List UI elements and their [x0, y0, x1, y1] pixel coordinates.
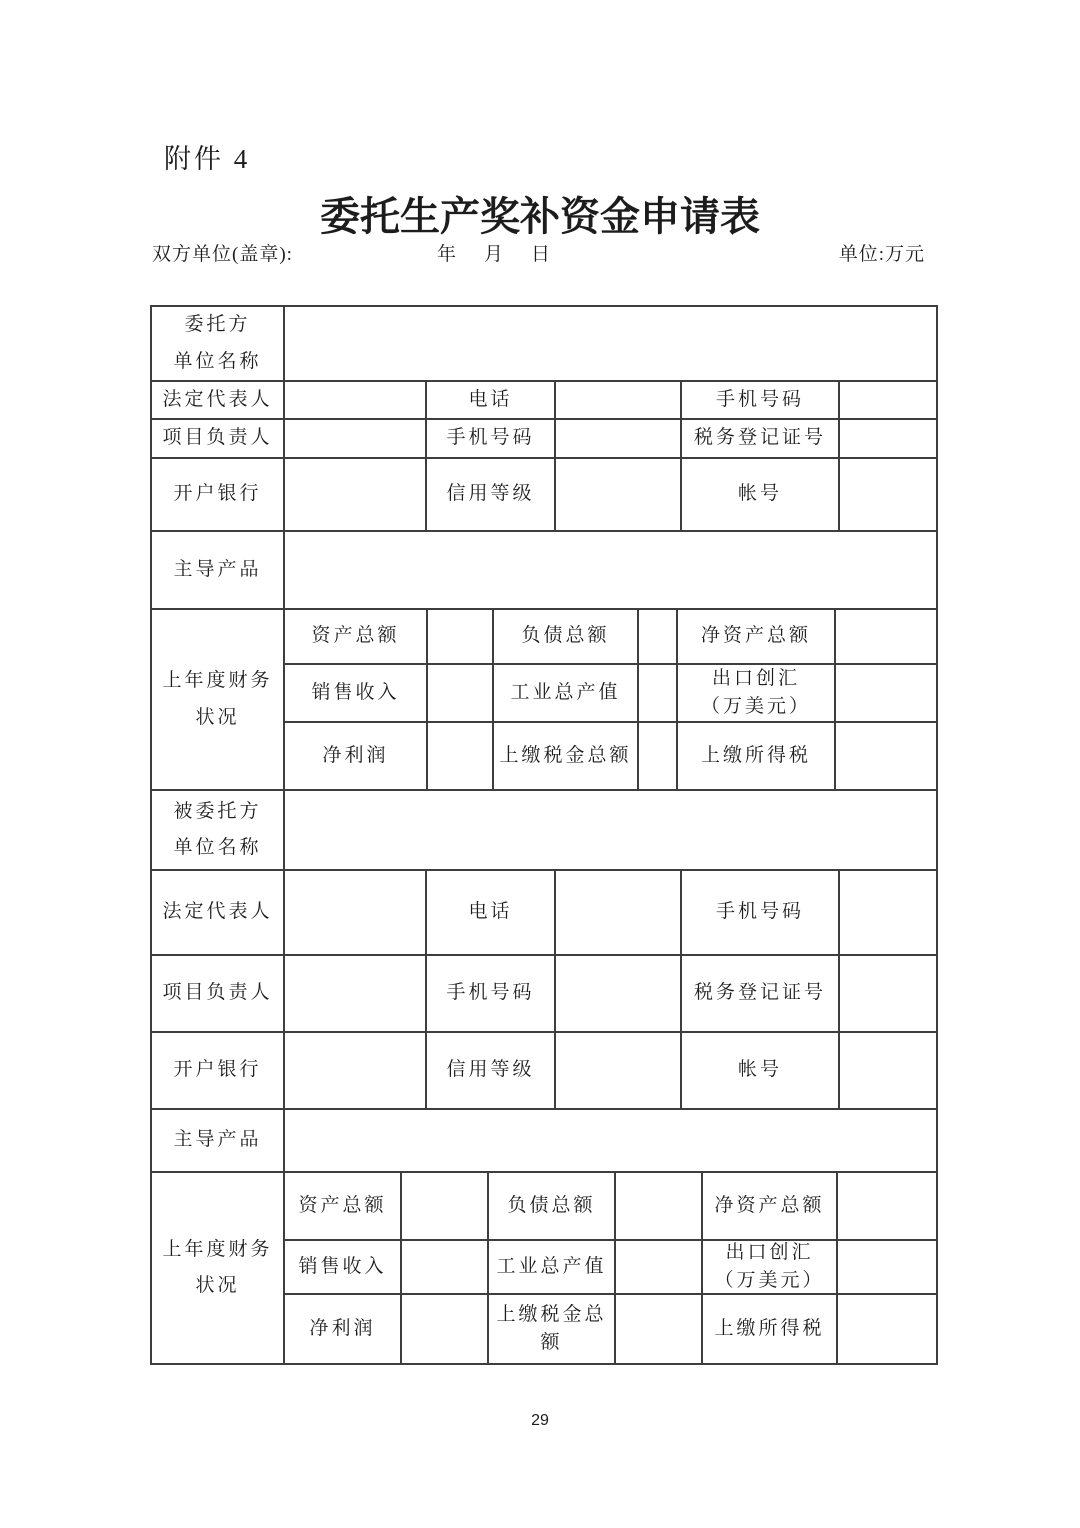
party-b-tax-paid-value: [616, 1295, 703, 1363]
party-a-export-label: 出口创汇 （万美元）: [678, 665, 836, 721]
party-b-income-tax-value: [838, 1295, 936, 1363]
party-a-leader-mobile-label: 手机号码: [427, 420, 556, 457]
party-b-tax-reg-value: [840, 956, 936, 1031]
party-b-tax-reg-label: 税务登记证号: [682, 956, 840, 1031]
party-a-credit-value: [556, 459, 682, 530]
table-row: [285, 610, 936, 665]
party-b-export-value: [838, 1241, 936, 1293]
date-line: [437, 239, 550, 266]
party-b-project-leader-value: [285, 956, 427, 1031]
table-row: [152, 532, 936, 610]
party-b-net-assets-value: [838, 1173, 936, 1239]
party-a-tax-paid-label: 上缴税金总额: [494, 723, 639, 789]
party-a-credit-label: 信用等级: [427, 459, 556, 530]
party-a-finance-grid: [285, 610, 936, 789]
table-row: [152, 1110, 936, 1173]
party-b-mobile-label: 手机号码: [682, 871, 840, 954]
party-b-liabilities-value: [616, 1173, 703, 1239]
table-row: [152, 871, 936, 956]
party-b-assets-label: 资产总额: [285, 1173, 402, 1239]
party-b-tax-paid-label: 上缴税金总 额: [489, 1295, 616, 1363]
table-row: [152, 420, 936, 459]
party-b-legal-rep-value: [285, 871, 427, 954]
party-a-liabilities-value: [639, 610, 678, 663]
party-b-assets-value: [402, 1173, 489, 1239]
party-a-mobile-value: [840, 382, 936, 418]
attachment-label: 附件 4: [164, 144, 251, 174]
stamp-label: 双方单位(盖章):: [152, 244, 293, 265]
table-row: [285, 723, 936, 789]
party-a-bank-value: [285, 459, 427, 530]
party-a-bank-label: 开户银行: [152, 459, 285, 530]
party-a-unit-name-value: [285, 307, 936, 380]
party-a-leader-mobile-value: [556, 420, 682, 457]
party-a-sales-value: [428, 665, 494, 721]
party-b-unit-name-value: [285, 791, 936, 869]
party-b-export-label: 出口创汇 （万美元）: [703, 1241, 838, 1293]
date-month-label: 月: [484, 244, 504, 265]
application-form-table: [150, 305, 938, 1365]
party-a-liabilities-label: 负债总额: [494, 610, 639, 663]
party-a-sales-label: 销售收入: [285, 665, 428, 721]
page-number: 29: [531, 1412, 549, 1429]
party-b-account-value: [840, 1033, 936, 1108]
party-a-assets-label: 资产总额: [285, 610, 428, 663]
party-a-legal-rep-value: [285, 382, 427, 418]
party-b-account-label: 帐号: [682, 1033, 840, 1108]
table-row: [152, 459, 936, 532]
party-b-sales-value: [402, 1241, 489, 1293]
party-b-profit-value: [402, 1295, 489, 1363]
party-b-phone-value: [556, 871, 682, 954]
party-b-liabilities-label: 负债总额: [489, 1173, 616, 1239]
party-b-profit-label: 净利润: [285, 1295, 402, 1363]
party-a-legal-rep-label: 法定代表人: [152, 382, 285, 418]
party-b-leader-mobile-label: 手机号码: [427, 956, 556, 1031]
party-b-leader-mobile-value: [556, 956, 682, 1031]
date-year-label: 年: [437, 244, 457, 265]
party-a-profit-label: 净利润: [285, 723, 428, 789]
date-day-label: 日: [531, 244, 551, 265]
party-b-project-leader-label: 项目负责人: [152, 956, 285, 1031]
party-b-net-assets-label: 净资产总额: [703, 1173, 838, 1239]
party-b-main-product-label: 主导产品: [152, 1110, 285, 1171]
party-a-main-product-value: [285, 532, 936, 608]
party-a-project-leader-label: 项目负责人: [152, 420, 285, 457]
party-b-mobile-value: [840, 871, 936, 954]
party-a-output-value: [639, 665, 678, 721]
table-row: [152, 1033, 936, 1110]
party-a-finance-block: [152, 610, 936, 791]
party-b-finance-label: 上年度财务 状况: [152, 1173, 285, 1363]
party-b-income-tax-label: 上缴所得税: [703, 1295, 838, 1363]
party-a-tax-paid-value: [639, 723, 678, 789]
table-row: [285, 1295, 936, 1363]
table-row: [285, 1241, 936, 1295]
party-b-credit-label: 信用等级: [427, 1033, 556, 1108]
table-row: [152, 382, 936, 420]
table-row: [285, 665, 936, 723]
party-a-main-product-label: 主导产品: [152, 532, 285, 608]
party-a-project-leader-value: [285, 420, 427, 457]
party-a-net-assets-value: [836, 610, 936, 663]
table-row: [152, 956, 936, 1033]
party-b-finance-grid: [285, 1173, 936, 1363]
party-a-account-label: 帐号: [682, 459, 840, 530]
party-b-main-product-value: [285, 1110, 936, 1171]
party-a-output-label: 工业总产值: [494, 665, 639, 721]
party-a-assets-value: [428, 610, 494, 663]
table-row: [285, 1173, 936, 1241]
party-b-output-value: [616, 1241, 703, 1293]
party-a-phone-label: 电话: [427, 382, 556, 418]
party-b-bank-value: [285, 1033, 427, 1108]
party-a-export-value: [836, 665, 936, 721]
form-meta-line: [150, 239, 938, 267]
party-b-credit-value: [556, 1033, 682, 1108]
form-title: 委托生产奖补资金申请表: [320, 194, 760, 239]
party-b-legal-rep-label: 法定代表人: [152, 871, 285, 954]
party-b-finance-block: [152, 1173, 936, 1363]
party-a-profit-value: [428, 723, 494, 789]
table-row: [152, 791, 936, 871]
party-a-income-tax-value: [836, 723, 936, 789]
party-a-tax-reg-value: [840, 420, 936, 457]
party-a-mobile-label: 手机号码: [682, 382, 840, 418]
unit-note: 单位:万元: [838, 244, 925, 265]
party-a-tax-reg-label: 税务登记证号: [682, 420, 840, 457]
party-b-sales-label: 销售收入: [285, 1241, 402, 1293]
party-a-income-tax-label: 上缴所得税: [678, 723, 836, 789]
party-b-output-label: 工业总产值: [489, 1241, 616, 1293]
table-row: [152, 307, 936, 382]
party-a-unit-name-label: 委托方 单位名称: [152, 307, 285, 380]
party-a-phone-value: [556, 382, 682, 418]
party-a-net-assets-label: 净资产总额: [678, 610, 836, 663]
party-a-account-value: [840, 459, 936, 530]
party-a-finance-label: 上年度财务 状况: [152, 610, 285, 789]
party-b-bank-label: 开户银行: [152, 1033, 285, 1108]
party-b-unit-name-label: 被委托方 单位名称: [152, 791, 285, 869]
party-b-phone-label: 电话: [427, 871, 556, 954]
